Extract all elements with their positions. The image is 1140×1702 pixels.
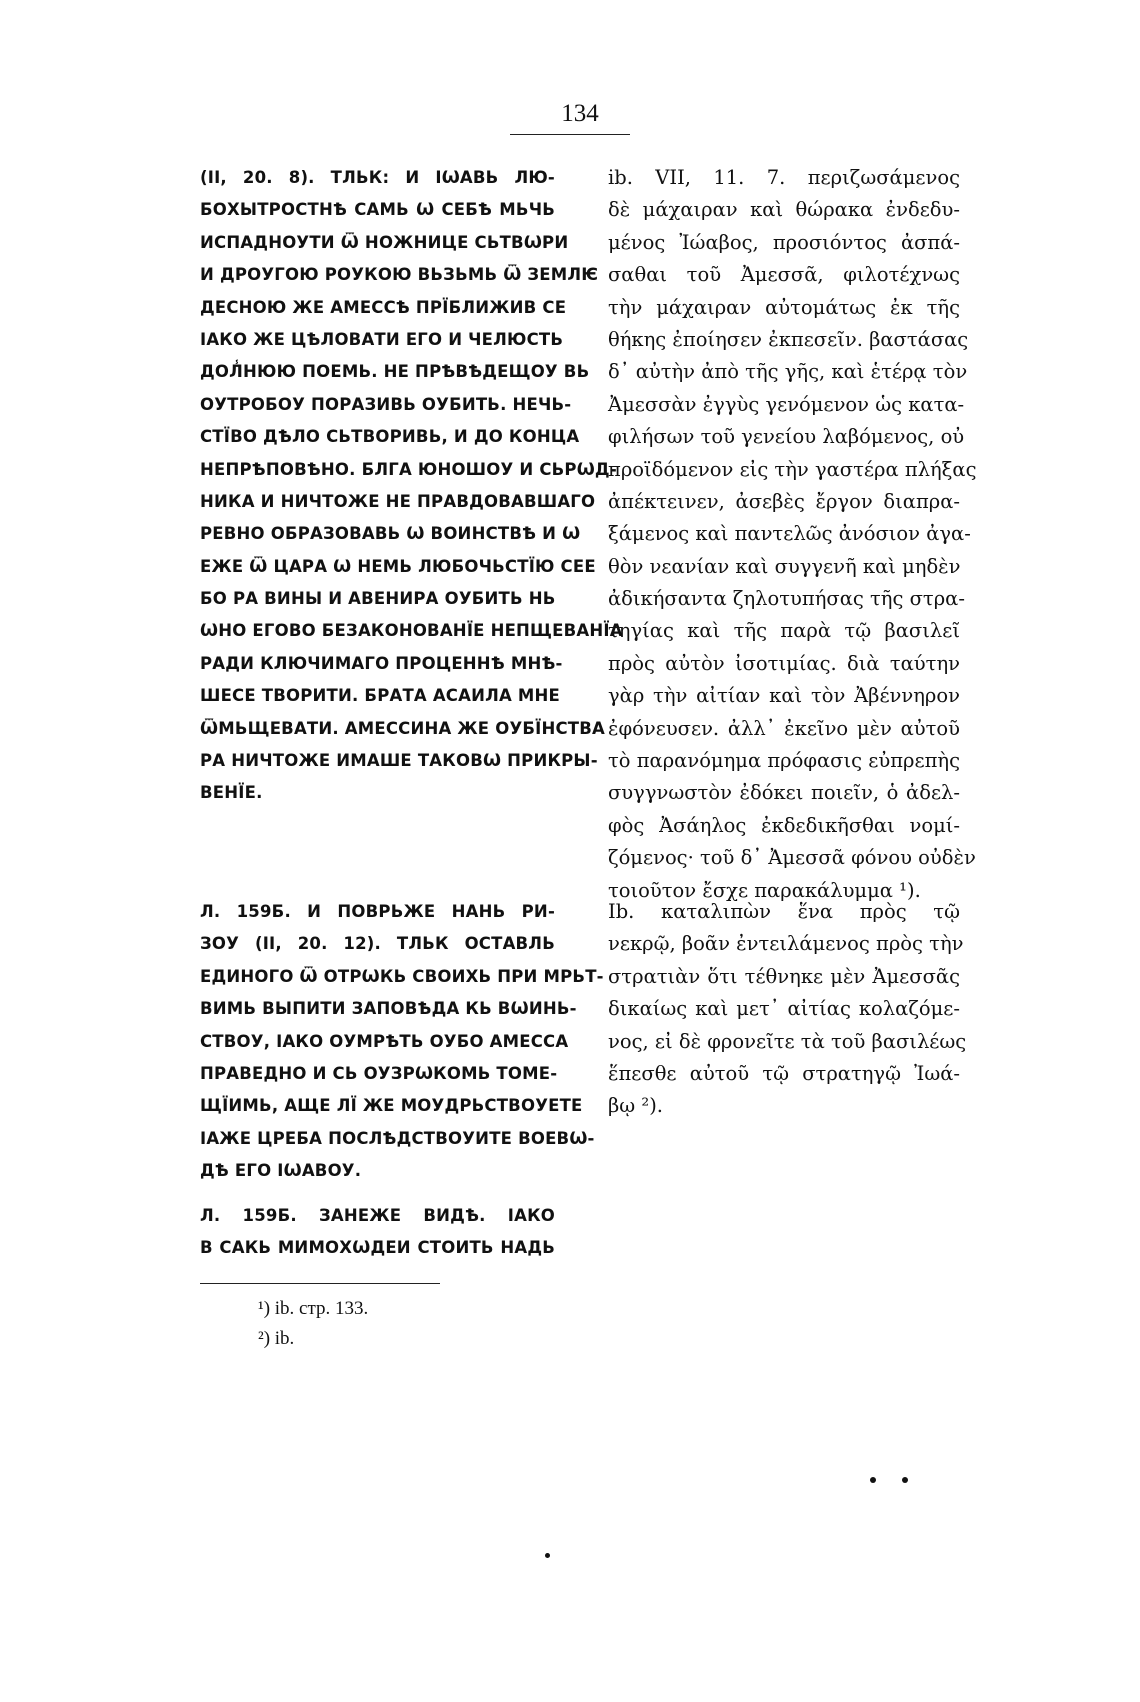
scan-speck	[870, 1477, 876, 1483]
text-line: δὲ μάχαιραν καὶ θώρακα ἐνδεδυ-	[608, 198, 960, 222]
text-line: ЗОУ (II, 20. 12). ТЛЬК ОСТАВЛЬ	[200, 934, 555, 954]
text-line: τὸ παρανόμημα πρόφασις εὐπρεπὴς	[608, 749, 961, 773]
text-line: ДЕСНОЮ ЖЕ АМЕССѢ ПРЇБЛИЖИВ СЕ	[200, 297, 567, 317]
text-line: СТВОУ, ӀАКО ОУМРѢТЬ ОУБО АМЕССА	[200, 1031, 569, 1051]
text-line: γὰρ τὴν αἰτίαν καὶ τὸν Ἀβέννηρον	[608, 684, 960, 708]
text-line: ДѢ ЕГО ІѠАВОУ.	[200, 1161, 362, 1181]
text-line: ἐφόνευσεν. ἀλλ᾽ ἐκεῖνο μὲν αὐτοῦ	[608, 716, 960, 740]
text-line: И ДРОУГОЮ РОУКОЮ ВЬЗЬМЬ Ѿ ЗЕМЛѤ	[200, 265, 599, 285]
page-number: 134	[561, 100, 599, 127]
text-line: ѾМЬЩЕВАТИ. АМЕССИНА ЖЕ ОУБЇНСТВА	[200, 718, 606, 738]
text-line: συγγνωστὸν ἐδόκει ποιεῖν, ὁ ἀδελ-	[608, 781, 960, 805]
text-line: ВИМЬ ВЫПИТИ ЗАПОВѢДА КЬ ВѠИНЬ-	[200, 999, 577, 1019]
text-line: νος, εἰ δὲ φρονεῖτε τὰ τοῦ βασιλέως	[608, 1029, 967, 1053]
scan-speck	[902, 1477, 908, 1483]
text-line: НИКА И НИЧТОЖЕ НЕ ПРАВДОВАВШАГО	[200, 491, 596, 511]
text-line: μένος Ἰώαβος, προσιόντος ἀσπά-	[608, 230, 960, 254]
footnote-rule	[200, 1283, 440, 1284]
text-line: ζόμενος· τοῦ δ᾽ Ἀμεσσᾶ φόνου οὐδὲν	[608, 846, 976, 870]
text-line: Ἀμεσσὰν ἐγγὺς γενόμενον ὡς κατα-	[608, 392, 965, 416]
text-line: РА НИЧТОЖЕ ИМАШЕ ТАКОВѠ ПРИКРЫ-	[200, 751, 598, 771]
text-line: ОУТРОБОУ ПОРАЗИВЬ ОУБИТЬ. НЕЧЬ-	[200, 394, 572, 414]
text-line: СТЇВО ДѢЛО СЬТВОРИВЬ, И ДО КОНЦА	[200, 427, 580, 447]
text-line: ӀАЖЕ ЦРЕБА ПОСЛѢДСТВОУИТЕ ВОЕВѠ-	[200, 1128, 595, 1148]
text-line: ДОЛ̾НЮЮ ПОЕМЬ. НЕ ПРѢВѢДЕЩОУ ВЬ	[200, 362, 590, 382]
text-line: σαθαι τοῦ Ἀμεσσᾶ, φιλοτέχνως	[608, 263, 960, 287]
text-line: δ᾽ αὐτὴν ἀπὸ τῆς γῆς, καὶ ἑτέρᾳ τὸν	[608, 360, 968, 384]
text-line: ἀπέκτεινεν, ἀσεβὲς ἔργον διαπρα-	[608, 489, 960, 513]
text-line: ИСПАДНОУТИ Ѿ НОЖНИЦЕ СЬТВѠРИ	[200, 232, 569, 252]
greek-column-block-1	[608, 162, 977, 907]
text-line: ἀδικήσαντα ζηλοτυπήσας τῆς στρα-	[608, 587, 965, 611]
text-line: РЕВНО ОБРАЗОВАВЬ Ѡ ВОИНСТВѢ И Ѡ	[200, 524, 581, 544]
footnote-2: ²) ib.	[258, 1328, 295, 1349]
text-line: ӀАКО ЖЕ ЦѢЛОВАТИ ЕГО И ЧЕЛЮСТЬ	[200, 329, 564, 349]
text-line: προϊδόμενον εἰς τὴν γαστέρα πλήξας	[608, 457, 977, 481]
text-line: ЕДИНОГО Ѿ ОТРѠКЬ СВОИХЬ ПРИ МРЬТ-	[200, 966, 604, 986]
text-line: θήκης ἐποίησεν ἐκπεσεῖν. βαστάσας	[608, 327, 969, 351]
greek-column-block-2	[608, 896, 967, 1123]
text-line: ЕЖЕ Ѿ ЦАРА Ѡ НЕМЬ ЛЮБОЧЬСТЇЮ СЕЕ	[200, 556, 596, 576]
text-line: θὸν νεανίαν καὶ συγγενῆ καὶ μηδὲν	[608, 554, 961, 578]
text-line: РАДИ КЛЮЧИМАГО ПРОЦЕННѢ МНѢ-	[200, 653, 563, 673]
text-line: НЕПРѢПОВѢНО. БЛГА ЮНОШОУ И СЬРѠД-	[200, 459, 617, 479]
text-line: Л. 159Б. И ПОВРЬЖЕ НАНЬ РИ-	[200, 902, 555, 921]
text-line: τηγίας καὶ τῆς παρὰ τῷ βασιλεῖ	[608, 619, 960, 643]
text-line: ξάμενος καὶ παντελῶς ἀνόσιον ἀγα-	[608, 522, 971, 546]
footnote-1: ¹) ib. стр. 133.	[258, 1298, 369, 1319]
text-line: πρὸς αὐτὸν ἰσοτιμίας. διὰ ταύτην	[608, 651, 960, 675]
text-line: БО РА ВИНЫ И АВЕНИРА ОУБИТЬ НЬ	[200, 589, 556, 609]
text-line: В САКЬ МИМОХѠДЕИ СТОИТЬ НАДЬ	[200, 1238, 555, 1258]
text-line: ѠНО ЕГОВО БЕЗАКОНОВАНЇЕ НЕПЩЕВАНЇА	[200, 621, 623, 641]
text-line: ЩЇИМЬ, АЩЕ ЛЇ ЖЕ МОУДРЬСТВОУЕТЕ	[200, 1096, 583, 1116]
text-line: Ib. καταλιπὼν ἕνα πρὸς τῷ	[608, 900, 960, 923]
text-line: БОХЫТРОСТНѢ САМЬ Ѡ СЕБѢ МЬЧЬ	[200, 200, 555, 220]
text-line: στρατιὰν ὅτι τέθνηκε μὲν Ἀμεσσᾶς	[608, 964, 960, 988]
text-line: δικαίως καὶ μετ᾽ αἰτίας κολαζόμε-	[608, 997, 960, 1021]
scan-speck	[545, 1553, 550, 1558]
text-line: νεκρῷ, βοᾶν ἐντειλάμενος πρὸς τὴν	[608, 932, 964, 956]
slavonic-column-block-2	[200, 896, 604, 1188]
text-line: βῳ ²).	[608, 1094, 663, 1118]
text-line: (II, 20. 8). ТЛЬК: И ӀѠАВЬ ЛЮ-	[200, 168, 555, 187]
text-line: ВЕНЇЕ.	[200, 783, 263, 803]
text-line: φιλήσων τοῦ γενείου λαβόμενος, οὐ	[608, 425, 965, 449]
text-line: τὴν μάχαιραν αὐτομάτως ἐκ τῆς	[608, 295, 960, 319]
slavonic-column-block-3	[200, 1200, 555, 1265]
text-line: ἕπεσθε αὐτοῦ τῷ στρατηγῷ Ἰωά-	[608, 1061, 960, 1085]
page-number-rule	[510, 134, 630, 135]
text-line: ib. VII, 11. 7. περιζωσάμενος	[608, 166, 960, 189]
text-line: φὸς Ἀσάηλος ἐκδεδικῆσθαι νομί-	[608, 813, 960, 837]
text-line: Л. 159Б. ЗАНЕЖЕ ВИДѢ. ӀАКО	[200, 1206, 555, 1225]
slavonic-column-block-1	[200, 162, 623, 810]
text-line: ШЕСЕ ТВОРИТИ. БРАТА АСАИЛА МНЕ	[200, 686, 561, 706]
text-line: ПРАВЕДНО И СЬ ОУЗРѠКОМЬ ТОМЕ-	[200, 1063, 558, 1083]
text-line: τοιοῦτον ἔσχε παρακάλυμμα ¹).	[608, 878, 921, 902]
